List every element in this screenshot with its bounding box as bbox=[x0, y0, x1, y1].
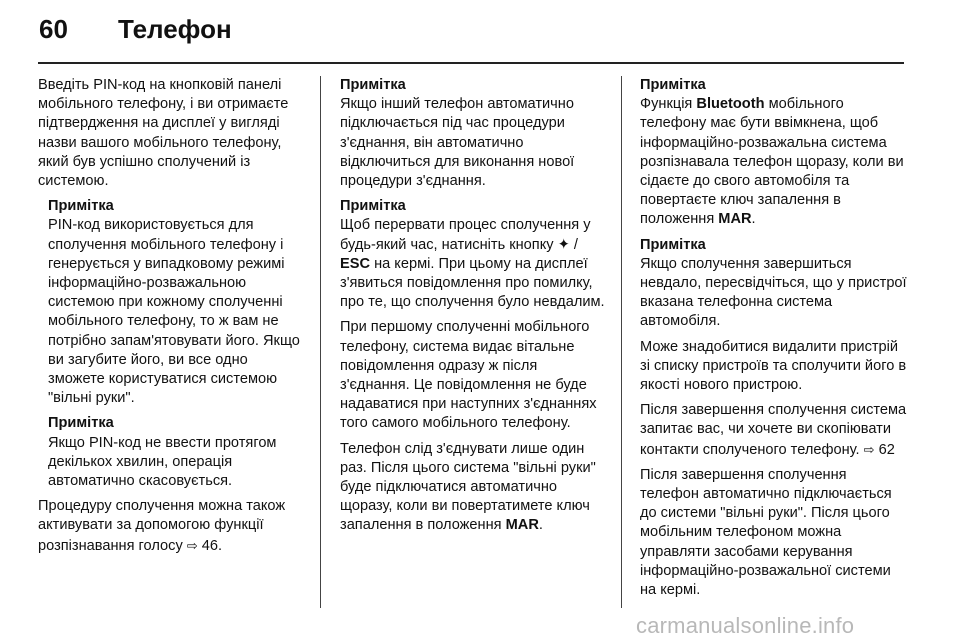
steering-key-icon: ✦ bbox=[557, 236, 570, 253]
mar-key-label: MAR bbox=[718, 211, 752, 228]
note-text: Якщо сполучення завершиться невдало, пересвідчіться, що у пристрої вказана телефонна система автомобіля. bbox=[640, 255, 907, 330]
paragraph-text: Телефон слід з'єднувати лише один раз. Після цього система "вільні руки" буде підключатися автоматично щоразу, коли ви повертатимете ключ запалення в положення bbox=[340, 440, 596, 534]
paragraph: Після завершення сполучення телефон автоматично підключається до системи "вільні руки". Після цього мобільним телефоном можна управляти засобами керування інформаційно-розважальної системи на кермі. bbox=[640, 466, 892, 599]
punctuation: . bbox=[751, 211, 756, 228]
column-divider bbox=[621, 76, 622, 608]
paragraph: Введіть PIN-код на кнопковій панелі мобільного телефону, і ви отримаєте підтвердження на дисплеї у вигляді назви вашого мобільного телефону, який був успішно сполучений із системою. bbox=[38, 77, 289, 190]
paragraph bbox=[38, 497, 306, 556]
note-text bbox=[640, 95, 908, 229]
note-block bbox=[38, 197, 306, 408]
note-title: Примітка bbox=[48, 198, 114, 215]
note-text: Може знадобитися видалити пристрій зі списку пристроїв та сполучити його в якості нового пристрою. bbox=[640, 338, 907, 394]
note-title: Примітка bbox=[340, 77, 406, 93]
page-number: 60 bbox=[39, 14, 68, 44]
watermark: carmanualsonline.info bbox=[636, 613, 855, 638]
column-3 bbox=[640, 76, 908, 606]
bluetooth-label: Bluetooth bbox=[696, 96, 765, 113]
note-text: PIN-код використовується для сполучення мобільного телефону і генерується у випадковому режимі інформаційно-розважальною системою при кожному сполученні мобільного телефону, то ж вам не потрібно запам'ятовувати його. Якщо ви загубите його, ви все одно зможете користуватися системою "вільні руки". bbox=[48, 217, 300, 407]
page-header bbox=[0, 0, 960, 62]
esc-key-label: ESC bbox=[340, 255, 371, 272]
note-text-part: мобільного телефону має бути ввімкнена, щоб інформаційно-розважальна система розпізнавала телефон щоразу, коли ви сідаєте до свого автомобіля та повертаєте ключ запалення в положення bbox=[640, 96, 904, 228]
page-reference[interactable]: 62 bbox=[878, 441, 895, 458]
note-text-part: на кермі. При цьому на дисплеї з'явиться повідомлення про помилку, про те, що сполучення було невдалим. bbox=[340, 255, 605, 311]
note-block bbox=[340, 197, 610, 312]
column-2 bbox=[340, 76, 610, 542]
column-1 bbox=[38, 76, 306, 562]
note-text-part: Щоб перервати процес сполучення у будь-який час, натисніть кнопку bbox=[340, 217, 591, 253]
page-title: Телефон bbox=[118, 14, 232, 44]
paragraph-text: Процедуру сполучення можна також активувати за допомогою функції розпізнавання голосу bbox=[38, 498, 286, 554]
note-block bbox=[640, 236, 908, 396]
note-text: Щоб перервати процес сполучення у будь-який час, натисніть кнопку ✦ / ESC на кермі. При цьому на дисплеї з'явиться повідомлення про помилку, про те, що сполучення було невдалим. bbox=[340, 217, 605, 311]
paragraph bbox=[640, 401, 908, 460]
page-reference[interactable]: 46. bbox=[201, 537, 223, 554]
note-title: Примітка bbox=[640, 236, 706, 253]
note-title: Примітка bbox=[640, 77, 706, 93]
paragraph bbox=[340, 440, 610, 536]
paragraph: При першому сполученні мобільного телефону, система видає вітальне повідомлення одразу ж після з'єднання. Це повідомлення не буде надаватися при наступних з'єднаннях того самого мобільного телефону. bbox=[340, 319, 597, 432]
paragraph-text: Після завершення сполучення система запитає вас, чи хочете ви скопіювати контакти сполученого телефону. bbox=[640, 402, 907, 458]
punctuation: . bbox=[538, 517, 543, 534]
note-block bbox=[640, 76, 908, 230]
column-divider bbox=[320, 76, 321, 608]
mar-key-label: MAR bbox=[505, 517, 539, 534]
note-title: Примітка bbox=[340, 198, 406, 215]
note-text-part: Функція bbox=[640, 96, 693, 113]
header-rule bbox=[38, 62, 904, 64]
note-text: Якщо інший телефон автоматично підключається під час процедури з'єднання, він автоматично відключиться для виконання нової процедури з'єднання. bbox=[340, 96, 575, 190]
note-title: Примітка bbox=[48, 415, 114, 432]
note-text: Якщо PIN-код не ввести протягом декількох хвилин, операція автоматично скасовується. bbox=[48, 434, 277, 490]
page-reference-arrow-icon: ⇨ bbox=[186, 537, 198, 553]
note-block bbox=[38, 414, 306, 491]
page-reference-arrow-icon: ⇨ bbox=[863, 441, 875, 457]
note-block bbox=[340, 76, 610, 191]
